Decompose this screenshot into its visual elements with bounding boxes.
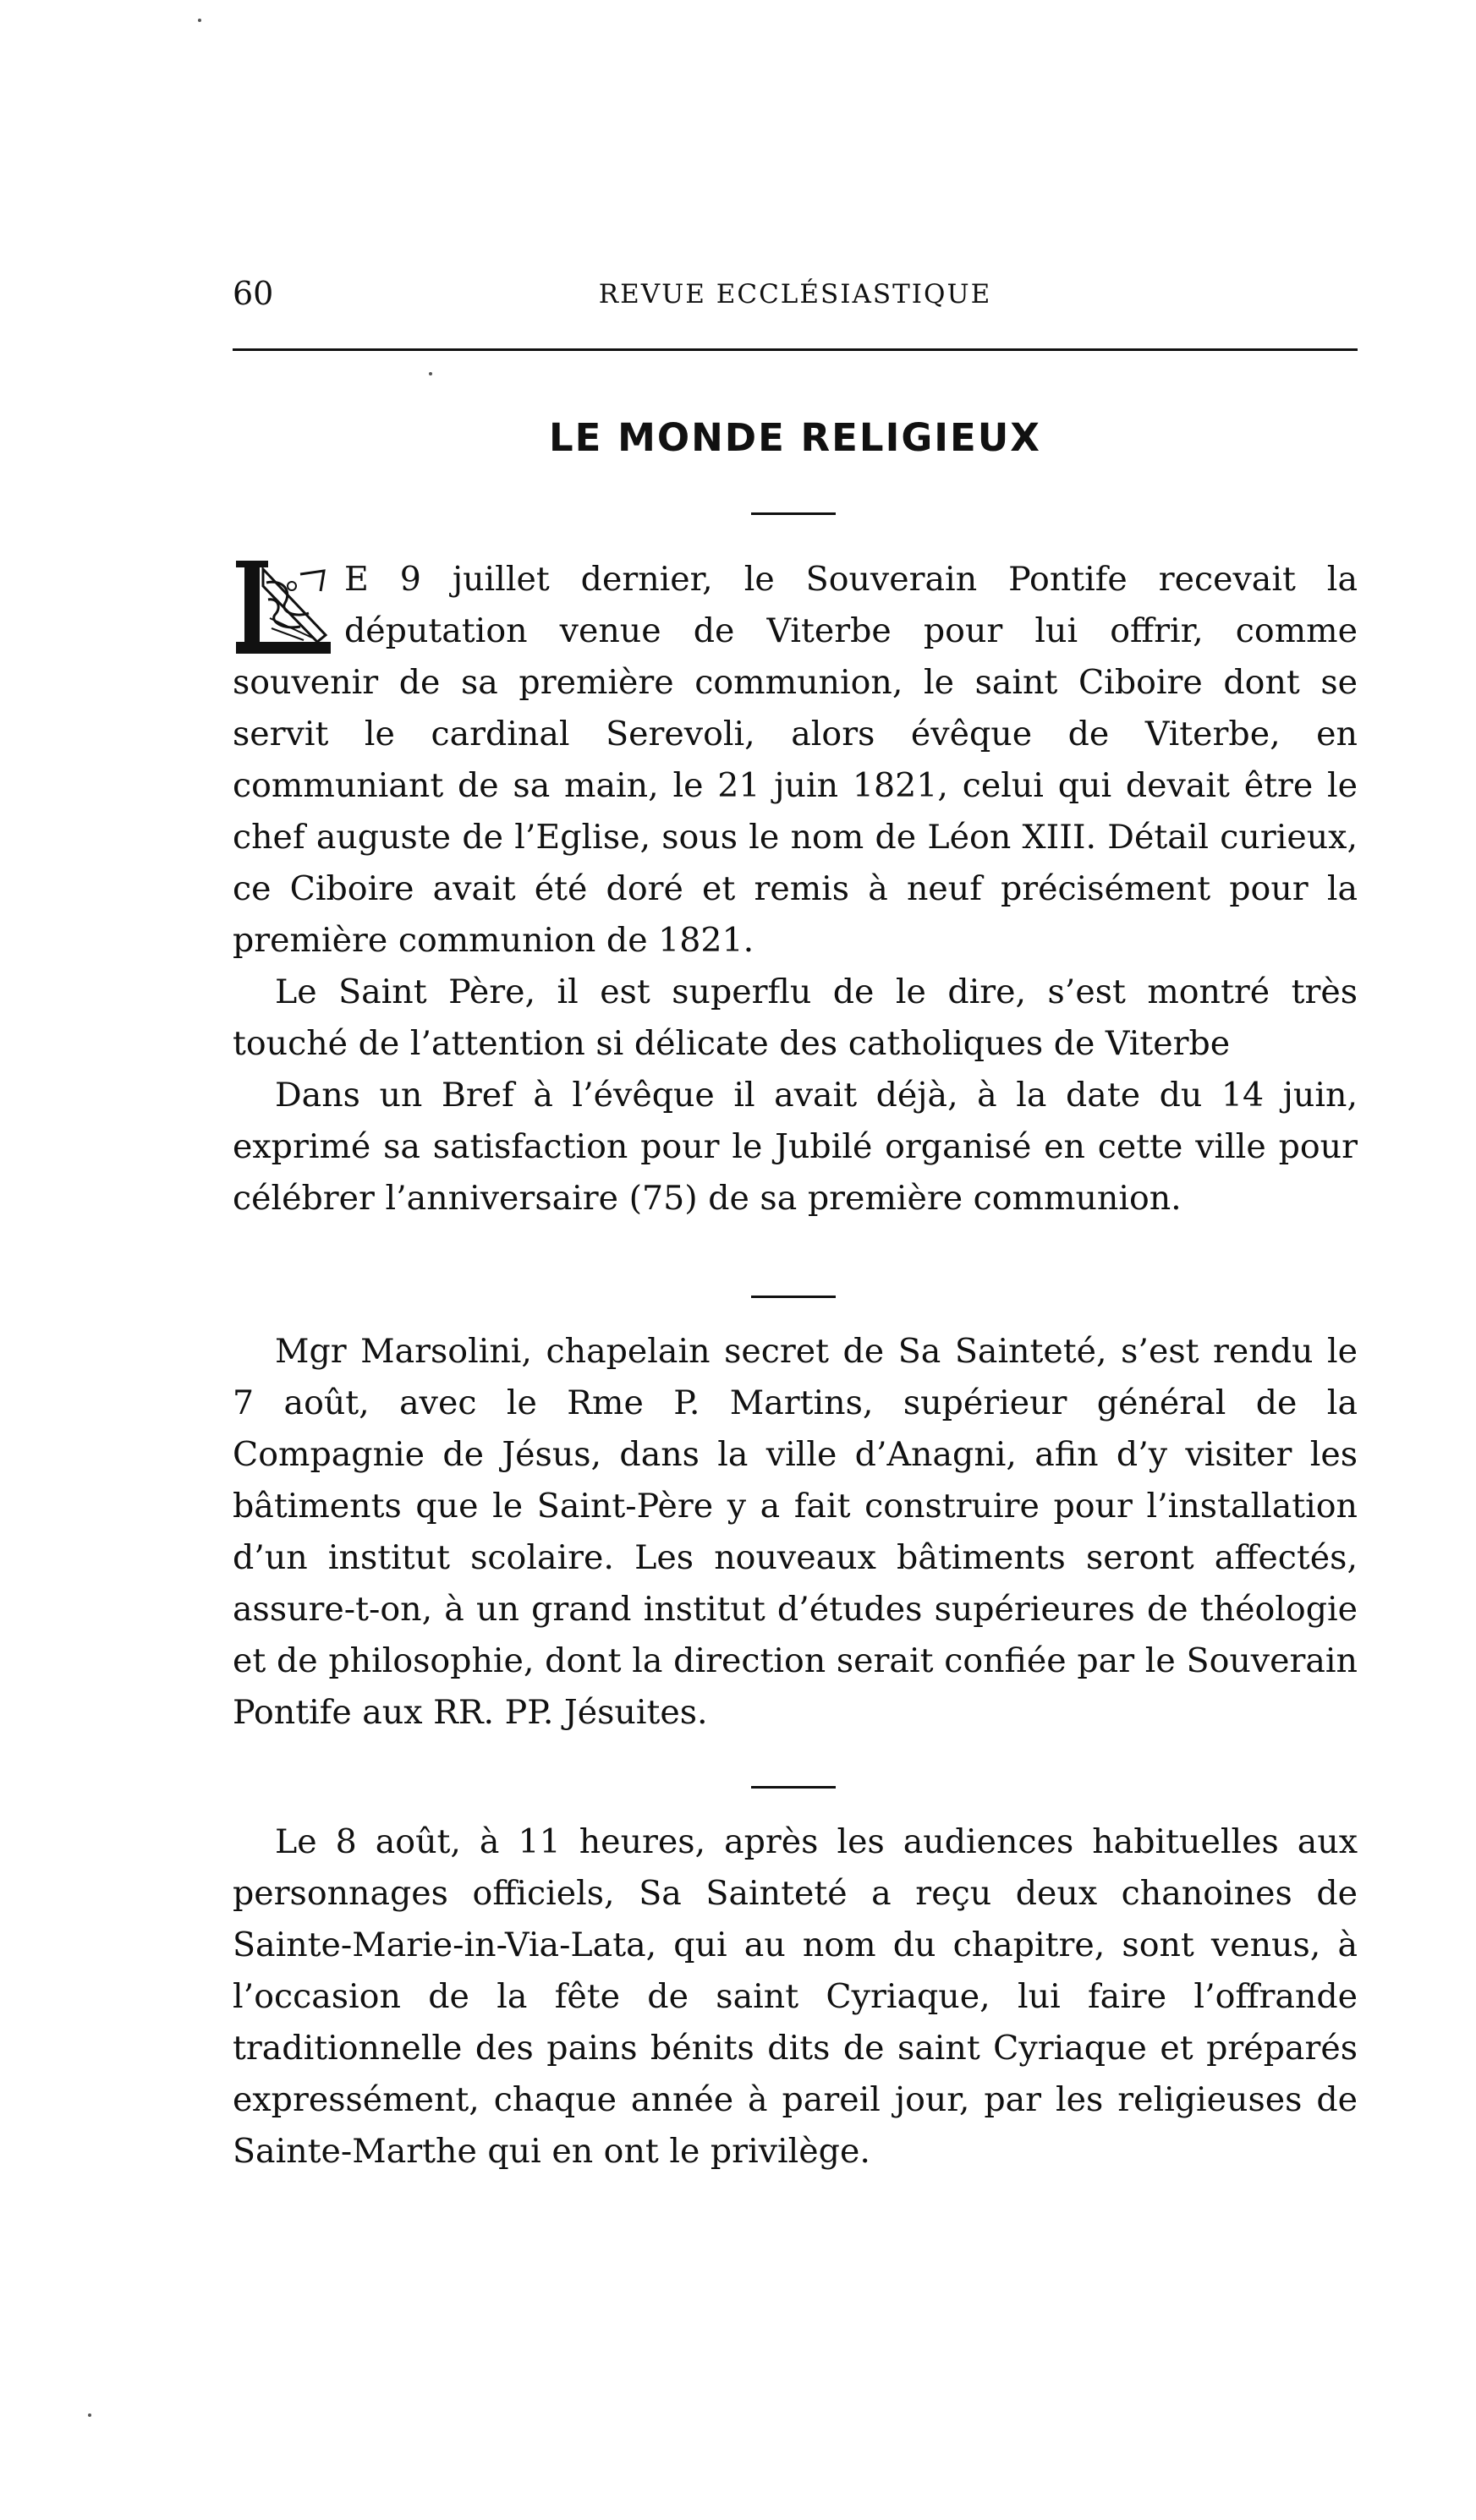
section-divider-1 bbox=[751, 1296, 836, 1298]
scan-speck bbox=[198, 19, 201, 22]
title-divider bbox=[751, 512, 836, 515]
article-cyriaque bbox=[233, 1816, 1358, 2178]
ornamental-initial-icon bbox=[233, 557, 334, 657]
page-number: 60 bbox=[233, 275, 274, 312]
running-head: REVUE ECCLÉSIASTIQUE bbox=[598, 279, 992, 310]
drop-cap bbox=[233, 557, 334, 657]
article-viterbe-paragraph-2: Le Saint Père, il est superflu de le dire, s’est montré très touché de l’attention si délicate des catholiques de Viterbe bbox=[233, 972, 1358, 1063]
section-divider-2 bbox=[751, 1786, 836, 1789]
scan-speck bbox=[88, 2413, 91, 2417]
article-anagni bbox=[233, 1326, 1358, 1739]
article-anagni-paragraph: Mgr Marsolini, chapelain secret de Sa Sainteté, s’est rendu le 7 août, avec le Rme P. Martins, supérieur général de la Compagnie de Jésus, dans la ville d’Anagni, afin d’y visiter les bâtiments que le Saint-Père y a fait construire pour l’installation d’un institut scolaire. Les nouveaux bâtiments seront affectés, assure-t-on, à un grand institut d’études supérieures de théologie et de philosophie, dont la direction serait confiée par le Souverain Pontife aux RR. PP. Jésuites. bbox=[233, 1332, 1358, 1732]
article-cyriaque-paragraph: Le 8 août, à 11 heures, après les audiences habituelles aux personnages officiels, Sa Sainteté a reçu deux chanoines de Sainte-Marie-in-Via-Lata, qui au nom du chapitre, sont venus, à l’occasion de la fête de saint Cyriaque, lui faire l’offrande traditionnelle des pains bénits dits de saint Cyriaque et préparés expressément, chaque année à pareil jour, par les religieuses de Sainte-Marthe qui en ont le privilège. bbox=[233, 1822, 1358, 2171]
article-viterbe-paragraph-1 bbox=[233, 554, 1358, 967]
article-viterbe-text-1: E 9 juillet dernier, le Souverain Pontife recevait la députation venue de Viterbe pour lui offrir, comme souvenir de sa première communion, le saint Ciboire dont se servit le cardinal Serevoli, alors évêque de Viterbe, en communiant de sa main, le 21 juin 1821, celui qui devait être le chef auguste de l’Eglise, sous le nom de Léon XIII. Détail curieux, ce Ciboire avait été doré et remis à neuf précisément pour la première communion de 1821. bbox=[233, 560, 1358, 960]
section-title: LE MONDE RELIGIEUX bbox=[549, 415, 1041, 460]
article-viterbe bbox=[233, 554, 1358, 1224]
header-rule bbox=[233, 348, 1358, 351]
article-viterbe-paragraph-3: Dans un Bref à l’évêque il avait déjà, à la date du 14 juin, exprimé sa satisfaction pour le Jubilé organisé en cette ville pour célébrer l’anniversaire (75) de sa première communion. bbox=[233, 1076, 1358, 1218]
page-header bbox=[233, 272, 1358, 323]
scan-speck bbox=[429, 372, 432, 375]
